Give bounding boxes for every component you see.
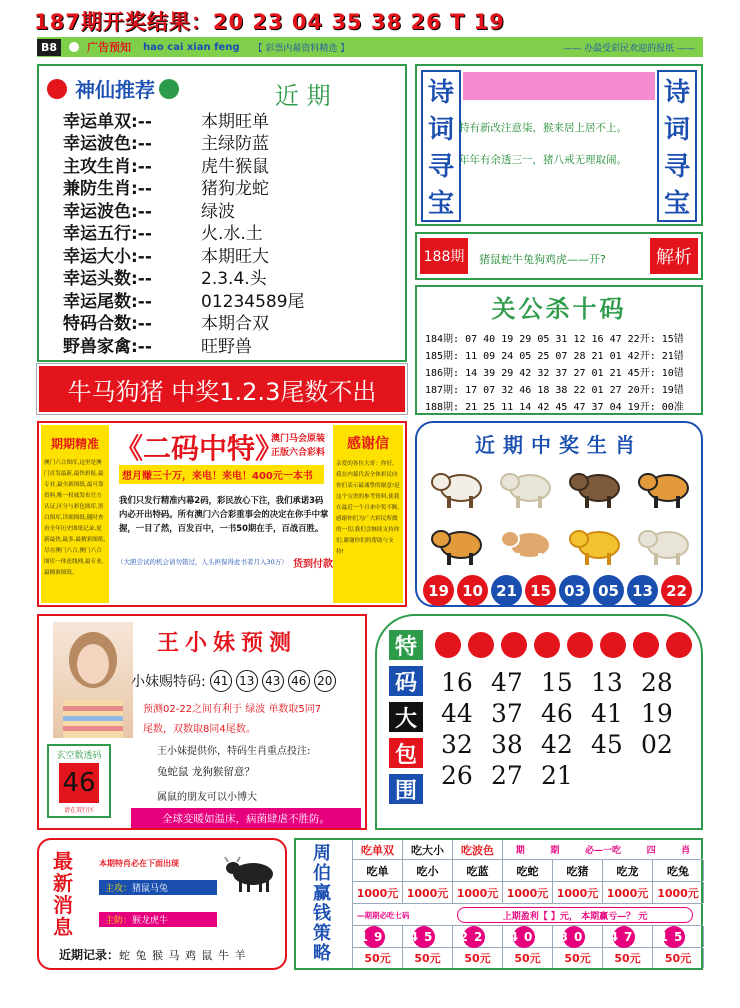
zhou-num: 15 bbox=[663, 926, 685, 948]
jinqi-ball: 10 bbox=[457, 575, 488, 606]
poem-left bbox=[421, 70, 461, 222]
poem-char: 宝 bbox=[663, 189, 690, 219]
tema-number: 37 bbox=[491, 699, 523, 728]
guangong-list bbox=[425, 331, 684, 416]
shenxian-key: 幸运五行:-- bbox=[63, 224, 152, 245]
zhou-bottom: 50元 bbox=[653, 948, 704, 968]
zhou-money: 1000元 bbox=[453, 882, 503, 903]
record-value: 蛇 兔 猴 马 鸡 鼠 牛 羊 bbox=[119, 949, 247, 962]
poem-box bbox=[415, 64, 703, 226]
tema-number: 13 bbox=[591, 668, 623, 697]
poem-char: 词 bbox=[663, 115, 690, 145]
shenxian-row bbox=[63, 176, 393, 199]
jinqi-ball: 13 bbox=[627, 575, 658, 606]
wang-line-2: 兔蛇鼠 龙狗猴留意？ bbox=[157, 766, 255, 778]
tema-number: 28 bbox=[641, 668, 673, 697]
shenxian-title: 神仙推荐 bbox=[75, 78, 155, 102]
shenxian-banner: 牛马狗猪 中奖1.2.3尾数不出 bbox=[37, 364, 407, 414]
zhou-money: 1000元 bbox=[603, 882, 653, 903]
poem-answer: 猪鼠蛇牛兔狗鸡虎——开? bbox=[479, 253, 606, 266]
zhufang bbox=[99, 912, 217, 927]
shenxian-row bbox=[63, 221, 393, 244]
dog-icon bbox=[425, 461, 490, 514]
tema-number: 42 bbox=[541, 730, 573, 759]
shenxian-key: 幸运波色:-- bbox=[63, 201, 152, 222]
poem-char: 寻 bbox=[427, 152, 454, 182]
jinqi-title: 近期中奖生肖 bbox=[475, 433, 643, 457]
zhou-char: 策 bbox=[313, 923, 331, 944]
ad-label: 广告预知 bbox=[87, 41, 132, 54]
zhou-bottom: 50元 bbox=[403, 948, 453, 968]
jinqi-box bbox=[415, 421, 703, 607]
zhufang-value: 猴龙虎牛 bbox=[132, 916, 169, 926]
zhou-char: 赢 bbox=[313, 883, 331, 904]
zhou-money: 1000元 bbox=[353, 882, 403, 903]
tema-number: 46 bbox=[541, 699, 573, 728]
jinqi-ball: 15 bbox=[525, 575, 556, 606]
shenxian-key: 野兽家禽:-- bbox=[63, 336, 152, 357]
jinqi-ball: 03 bbox=[559, 575, 590, 606]
guangong-row: 188期: 21 25 11 14 42 45 47 37 04 19开: 00准 bbox=[425, 402, 684, 413]
zhou-num: 40 bbox=[513, 926, 535, 948]
shenxian-value: 火.水.土 bbox=[201, 224, 263, 245]
poem-char: 宝 bbox=[427, 189, 454, 219]
zhou-money: 1000元 bbox=[553, 882, 603, 903]
tema-char: 特 bbox=[389, 630, 423, 660]
tema-number: 02 bbox=[641, 730, 673, 759]
zhou-head: 期 bbox=[550, 846, 560, 856]
zhou-head: 四 bbox=[646, 846, 656, 856]
jinqi-ball: 22 bbox=[661, 575, 692, 606]
record-label: 近期记录： bbox=[59, 948, 120, 962]
zhou-pick: 吃蛇 bbox=[503, 860, 553, 881]
poem-answer-box bbox=[415, 232, 703, 280]
shenxian-row bbox=[63, 266, 393, 289]
left-panel-title: 期期精准 bbox=[50, 437, 99, 451]
zhufang-label: 主防： bbox=[105, 916, 133, 926]
tema-char: 码 bbox=[389, 666, 423, 696]
zhou-pick: 吃兔 bbox=[653, 860, 704, 881]
zhou-pick: 吃小 bbox=[403, 860, 453, 881]
news-title bbox=[53, 850, 73, 938]
ad-note: （大胆尝试的机会请勿错过，人头担保得此书者月入30万） bbox=[117, 558, 288, 566]
xuanxu-foot: 请在双行区 bbox=[63, 807, 94, 814]
shenxian-row bbox=[63, 311, 393, 334]
tema-number: 15 bbox=[541, 668, 573, 697]
shenxian-value: 01234589尾 bbox=[201, 291, 305, 312]
shenxian-subtitle: 近 期 bbox=[275, 82, 331, 110]
zhou-pick: 吃猪 bbox=[553, 860, 603, 881]
zhou-head: 期 bbox=[515, 846, 525, 856]
xuanxu-box bbox=[47, 744, 111, 818]
dragon-icon bbox=[563, 518, 628, 571]
right-panel-text: 亲爱的各位大哥：你好。我在内幕代表全体彩民向你们表示最诚挚的谢意!是这个宝贵的参考资料,使我在最近一个月来中奖不断,感谢你们为广大彩民所做的一切,我们会继续支持你们,谢谢你们的帮助与支持! bbox=[336, 461, 400, 555]
sheep-icon bbox=[494, 461, 559, 514]
guangong-row: 184期: 07 40 19 29 05 31 12 16 47 22开: 15错 bbox=[425, 334, 684, 345]
shenxian-value: 本期合双 bbox=[201, 314, 269, 335]
guangong-row: 185期: 11 09 24 05 25 07 28 21 01 42开: 21错 bbox=[425, 351, 684, 362]
tema-number: 45 bbox=[591, 730, 623, 759]
news-char: 最 bbox=[53, 849, 73, 873]
right-panel bbox=[333, 425, 403, 603]
tema-number: 16 bbox=[441, 668, 473, 697]
news-box bbox=[37, 838, 287, 970]
ad-body: 我们只发行精准内幕2码，彩民放心下注，我们承诺3码内必开出特码。所有澳门六合彩重事会的决定在你手中掌握，一目了然，百发百中，一书50期在手，百战百胜。 bbox=[119, 495, 329, 533]
poem-right bbox=[657, 70, 697, 222]
poem-char: 诗 bbox=[427, 78, 454, 108]
zhou-mid-left: —期期必吃七码 bbox=[357, 911, 410, 920]
shenxian-key: 特码合数:-- bbox=[63, 314, 152, 335]
guangong-row: 186期: 14 39 29 42 32 37 27 01 21 45开: 10错 bbox=[425, 368, 684, 379]
tema-char: 大 bbox=[389, 702, 423, 732]
shenxian-key: 幸运头数:-- bbox=[63, 269, 152, 290]
shenxian-value: 猪狗龙蛇 bbox=[201, 179, 269, 200]
xuanxu-number: 46 bbox=[59, 763, 99, 803]
left-panel-text: 澳门六合图库,这里是澳门首发最新,最快彩报,最专业,最全新图纸,最可靠资料,唯一权威发布官方认证,区分与彩色图库,黑白图库,详细图纸,随时查看全年历史图纸记录,更新最快,最多,最精彩图纸,尽在澳门六合,澳门六合图库一体连线网,最专业,最精准图纸。 bbox=[44, 460, 106, 576]
zhou-num-cell bbox=[503, 926, 553, 947]
tema-number: 21 bbox=[541, 761, 573, 790]
zhou-num: 45 bbox=[413, 926, 435, 948]
zhou-money: 1000元 bbox=[403, 882, 453, 903]
zhou-char: 伯 bbox=[313, 863, 331, 884]
zhou-pick: 吃龙 bbox=[603, 860, 653, 881]
xuanxu-label: 玄空数透码 bbox=[56, 751, 102, 761]
header-bar bbox=[37, 37, 703, 57]
zhou-bottom: 50元 bbox=[353, 948, 403, 968]
guangong-box bbox=[415, 285, 703, 415]
pay-label: 货到付款 bbox=[293, 559, 333, 570]
zhugong-label: 主攻： bbox=[105, 884, 133, 894]
wang-line-3: 属鼠的朋友可以小博大 bbox=[157, 792, 257, 803]
shenxian-row bbox=[63, 243, 393, 266]
shenxian-value: 旺野兽 bbox=[201, 336, 252, 357]
poem-line-2: 年年有余透三一，猪八戒无理取闹。 bbox=[459, 154, 627, 166]
zhou-mid-row bbox=[353, 904, 703, 926]
zhou-bottom: 50元 bbox=[603, 948, 653, 968]
zhou-num: 22 bbox=[463, 926, 485, 948]
zhou-num-cell bbox=[353, 926, 403, 947]
shenxian-key: 幸运单双:-- bbox=[63, 111, 152, 132]
zhoubo-box bbox=[294, 838, 703, 970]
tema-char: 包 bbox=[389, 738, 423, 768]
guangong-row: 187期: 17 07 32 46 18 38 22 01 27 20开: 19错 bbox=[425, 385, 684, 396]
zhou-num-cell bbox=[553, 926, 603, 947]
tema-number: 38 bbox=[491, 730, 523, 759]
zhou-mid-right: 上期盈利【 】元， 本期赢亏—？ 元 bbox=[457, 907, 693, 923]
tema-box bbox=[375, 614, 703, 830]
wang-title: 王小妹预测 bbox=[157, 631, 298, 656]
zhoubo-table bbox=[352, 840, 703, 968]
shenxian-value: 虎牛猴鼠 bbox=[201, 156, 269, 177]
shenxian-row bbox=[63, 288, 393, 311]
shenxian-value: 绿波 bbox=[201, 201, 235, 222]
tema-numbers bbox=[441, 668, 691, 790]
zhou-head: 必—一吃 bbox=[584, 846, 621, 856]
tema-label: 小妹赐特码: bbox=[131, 674, 206, 690]
zhou-bottom: 50元 bbox=[553, 948, 603, 968]
news-char: 消 bbox=[53, 893, 73, 917]
zhou-num: 30 bbox=[563, 926, 585, 948]
sub-1: 澳门马会原装 bbox=[271, 434, 326, 444]
result-title: 187期开奖结果：20 23 04 35 38 26 T 19 bbox=[34, 10, 505, 34]
tema-ball: 20 bbox=[314, 670, 336, 692]
zhou-pick: 吃蓝 bbox=[453, 860, 503, 881]
news-char: 息 bbox=[53, 915, 73, 939]
poem-line-1: 特有新改注意柒，猴来居上居不上。 bbox=[459, 122, 627, 134]
shenxian-value: 本期旺单 bbox=[201, 111, 269, 132]
hamster-icon bbox=[494, 518, 559, 571]
zhou-money: 1000元 bbox=[653, 882, 704, 903]
wang-text-1: 预测02-22之间有利于 绿波 单数取5同7 bbox=[143, 704, 322, 715]
zhou-num: 19 bbox=[363, 926, 385, 948]
zhou-money: 1000元 bbox=[503, 882, 553, 903]
ermazhongte-title: 《二码中特》 bbox=[115, 432, 284, 465]
zhugong bbox=[99, 880, 217, 895]
news-char: 新 bbox=[53, 871, 73, 895]
shenxian-box bbox=[37, 64, 407, 362]
tema-number: 47 bbox=[491, 668, 523, 697]
shenxian-list bbox=[63, 108, 393, 356]
red-dot-icon bbox=[47, 79, 67, 99]
ermazhongte-box bbox=[37, 421, 407, 607]
shenxian-value: 主绿防蓝 bbox=[201, 134, 269, 155]
tema-ball: 41 bbox=[210, 670, 232, 692]
poem-char: 词 bbox=[427, 115, 454, 145]
pink-block bbox=[463, 72, 655, 100]
right-panel-title: 感谢信 bbox=[347, 436, 389, 452]
zhou-num: 47 bbox=[613, 926, 635, 948]
zhou-bottom: 50元 bbox=[453, 948, 503, 968]
zhoubo-title bbox=[302, 844, 342, 964]
tema-balls bbox=[210, 670, 336, 692]
wang-box bbox=[37, 614, 367, 830]
jinqi-ball: 19 bbox=[423, 575, 454, 606]
header-tag: 【 彩票内幕资料精选 】 bbox=[253, 43, 350, 54]
tema-number: 41 bbox=[591, 699, 623, 728]
zhou-num-cell bbox=[653, 926, 704, 947]
zhou-num-cell bbox=[453, 926, 503, 947]
tema-number: 32 bbox=[441, 730, 473, 759]
shenxian-key: 幸运波色:-- bbox=[63, 134, 152, 155]
page-number: B8 bbox=[37, 39, 61, 56]
zhou-char: 周 bbox=[313, 843, 331, 864]
tiger-icon bbox=[632, 461, 697, 514]
zhou-head: 吃大小 bbox=[403, 840, 453, 859]
zhou-num-cell bbox=[403, 926, 453, 947]
animal-grid bbox=[425, 461, 697, 571]
shenxian-row bbox=[63, 198, 393, 221]
shenxian-value: 本期旺大 bbox=[201, 246, 269, 267]
tema-labels bbox=[389, 630, 423, 804]
avatar bbox=[53, 622, 133, 738]
ox-icon bbox=[223, 852, 281, 896]
tema-number: 19 bbox=[641, 699, 673, 728]
guangong-title: 关公杀十码 bbox=[491, 295, 627, 323]
ad-slogan: 想月赚三十万，来电！来电！400元一本书 bbox=[119, 465, 324, 484]
monkey-icon bbox=[563, 461, 628, 514]
tema-ball: 13 bbox=[236, 670, 258, 692]
poem-char: 诗 bbox=[663, 78, 690, 108]
wang-line-1: 王小妹提供你，特码生肖重点投注: bbox=[157, 746, 311, 757]
zhou-head-merged bbox=[503, 840, 703, 859]
red-dots bbox=[435, 632, 699, 658]
tema-char: 围 bbox=[389, 774, 423, 804]
sub-2: 正版六合彩料 bbox=[271, 448, 326, 458]
zhou-bottom: 50元 bbox=[503, 948, 553, 968]
dot-icon bbox=[69, 42, 79, 52]
pinyin: hao cai xian feng bbox=[143, 41, 240, 53]
shenxian-key: 幸运大小:-- bbox=[63, 246, 152, 267]
shenxian-row bbox=[63, 131, 393, 154]
shenxian-row bbox=[63, 153, 393, 176]
zhou-char: 略 bbox=[313, 943, 331, 964]
news-line: 本期特肖必在下面出现 bbox=[99, 859, 179, 868]
jinqi-balls bbox=[423, 575, 692, 606]
tema-number: 27 bbox=[491, 761, 523, 790]
zhugong-value: 猪鼠马兔 bbox=[132, 884, 169, 894]
poem-char: 寻 bbox=[663, 152, 690, 182]
wang-banner: 全球变暖如温床，病菌肆虐不胜防。 bbox=[131, 808, 361, 828]
tema-number: 44 bbox=[441, 699, 473, 728]
tiger-icon bbox=[425, 518, 490, 571]
jinqi-ball: 21 bbox=[491, 575, 522, 606]
shenxian-row bbox=[63, 108, 393, 131]
shenxian-key: 主攻生肖:-- bbox=[63, 156, 152, 177]
zhou-head: 肖 bbox=[681, 846, 691, 856]
jinqi-ball: 05 bbox=[593, 575, 624, 606]
shenxian-key: 幸运尾数:-- bbox=[63, 291, 152, 312]
tema-ball: 46 bbox=[288, 670, 310, 692]
zhou-char: 钱 bbox=[313, 903, 331, 924]
shenxian-key: 兼防生肖:-- bbox=[63, 179, 152, 200]
green-dot-icon bbox=[159, 79, 179, 99]
header-slogan: —— 办最受彩民欢迎的报纸 —— bbox=[563, 43, 695, 54]
tema-number: 26 bbox=[441, 761, 473, 790]
tema-ball: 43 bbox=[262, 670, 284, 692]
record bbox=[59, 946, 247, 963]
shenxian-row bbox=[63, 333, 393, 356]
shenxian-value: 2.3.4.头 bbox=[201, 269, 267, 290]
left-panel bbox=[41, 425, 109, 603]
jiexi-button: 解析 bbox=[650, 238, 698, 274]
zhou-head: 吃单双 bbox=[353, 840, 403, 859]
zhou-pick: 吃单 bbox=[353, 860, 403, 881]
wang-text-2: 尾数，双数取8同4尾数。 bbox=[143, 724, 256, 735]
poem-issue: 188期 bbox=[420, 238, 468, 274]
zhou-head: 吃波色 bbox=[453, 840, 503, 859]
zhou-num-cell bbox=[603, 926, 653, 947]
sheep-icon bbox=[632, 518, 697, 571]
